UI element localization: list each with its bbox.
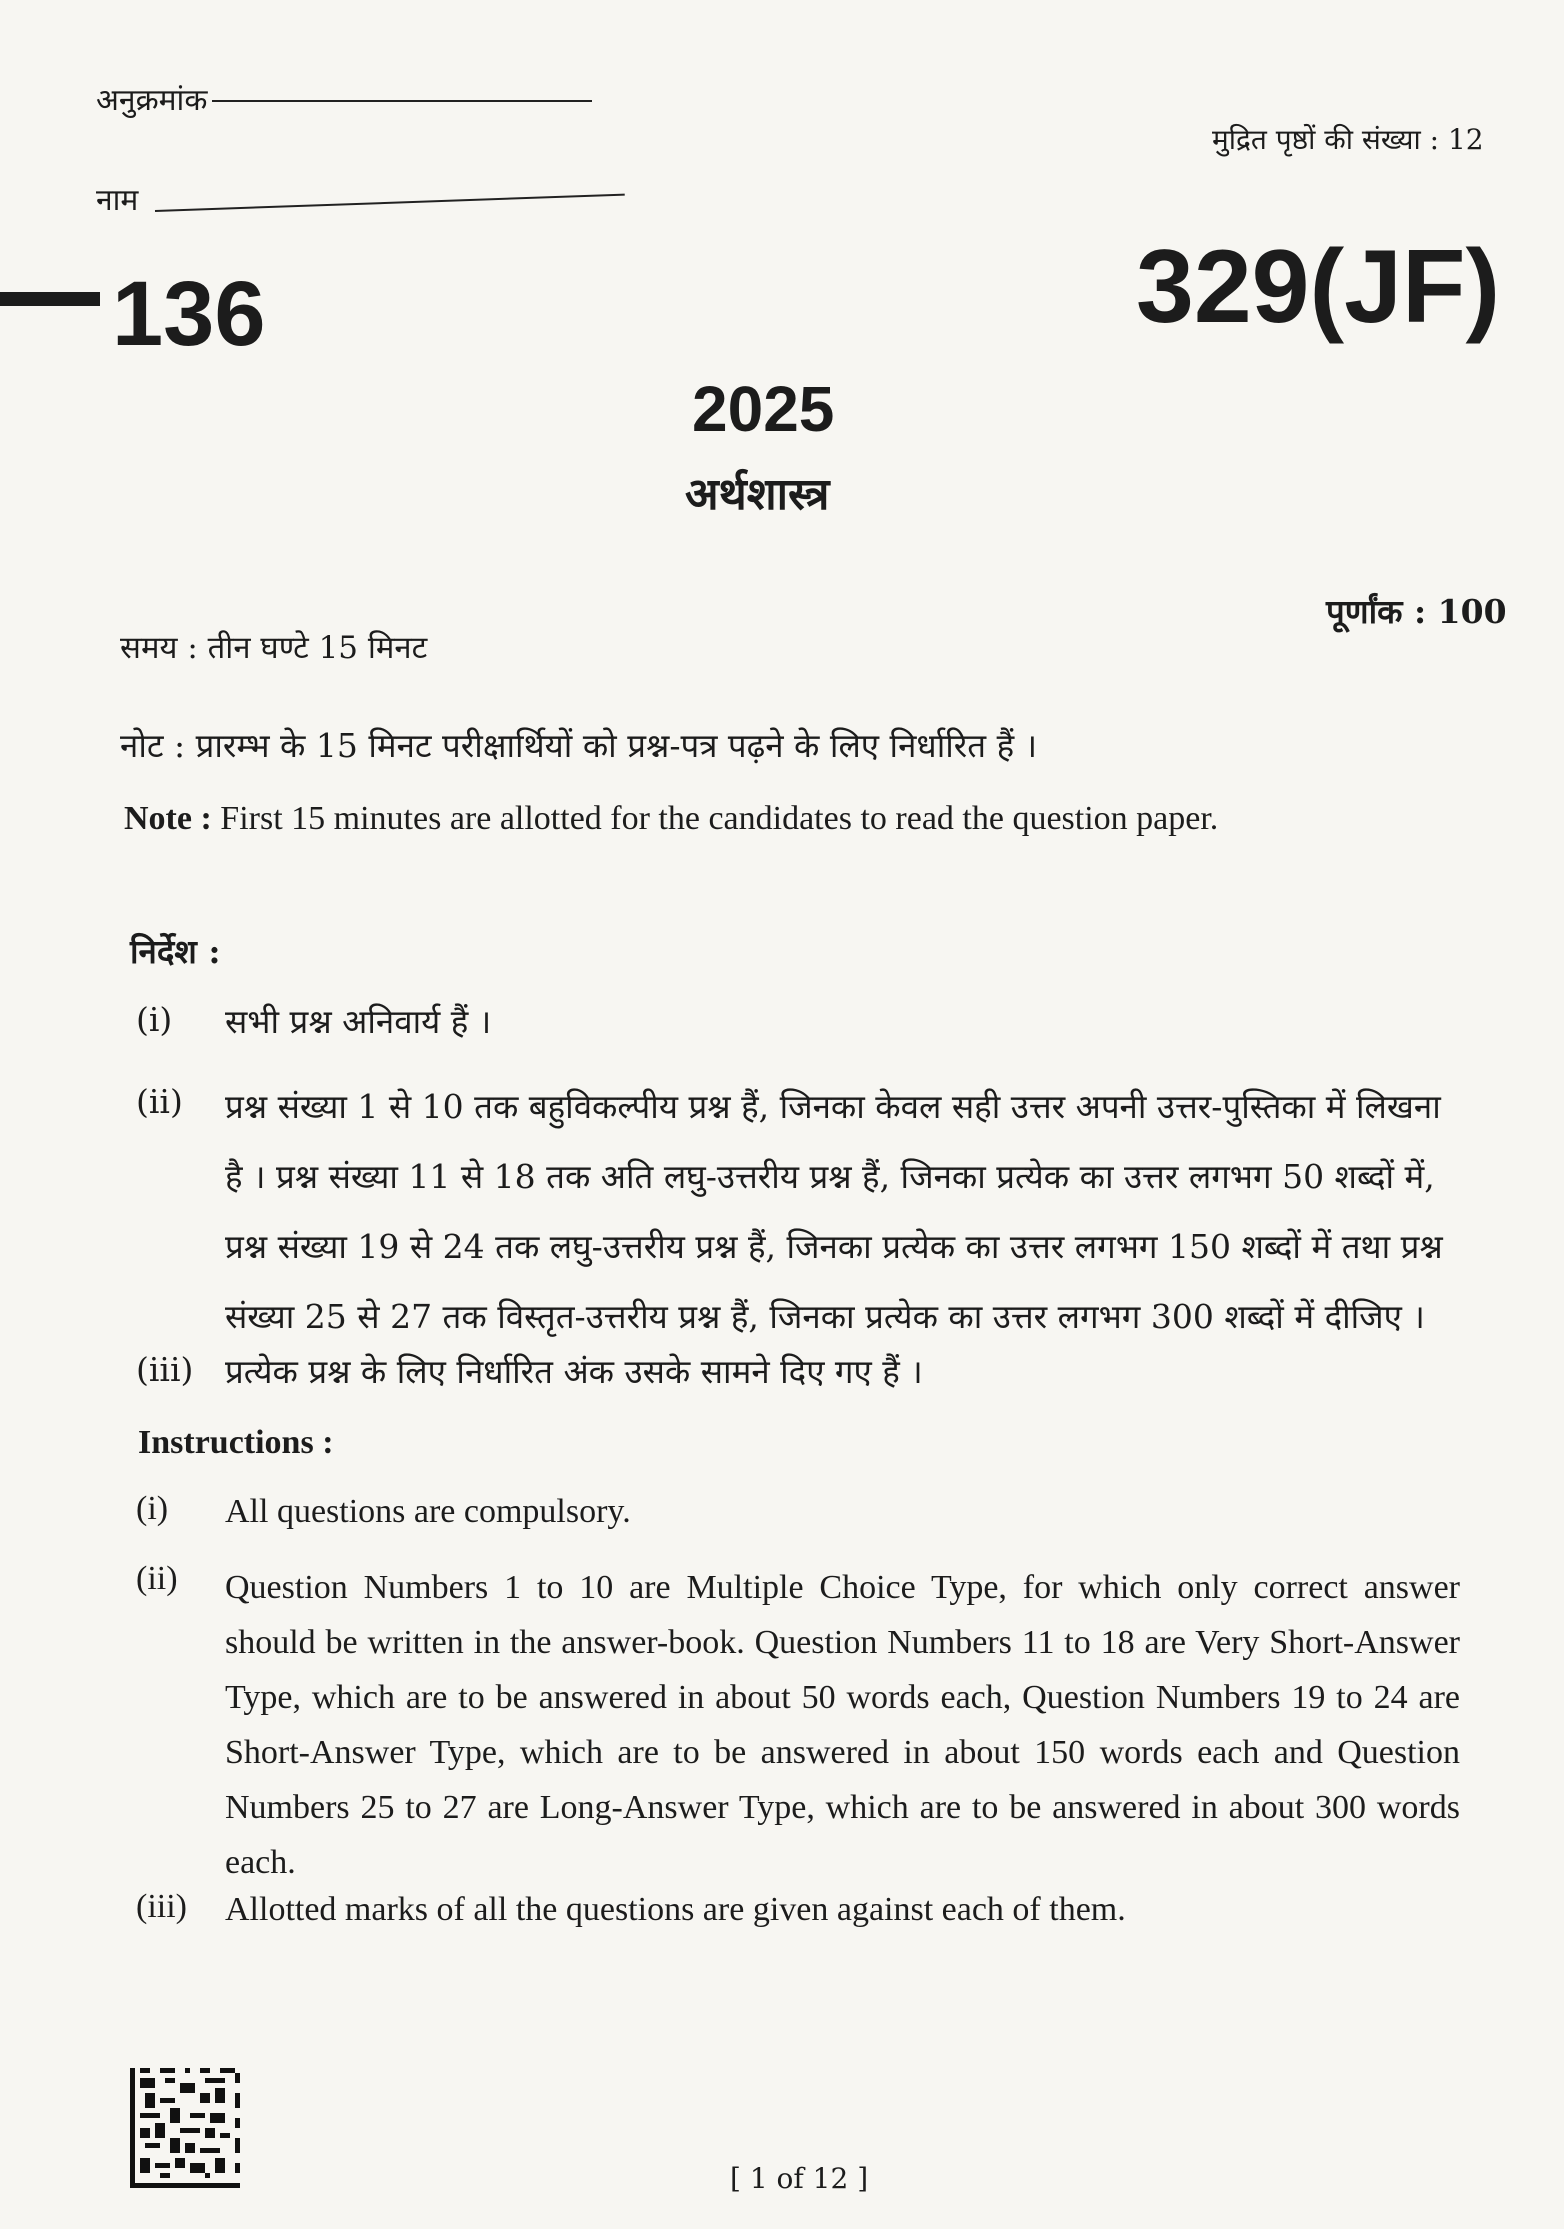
item-text: सभी प्रश्न अनिवार्य हैं । [225,1002,492,1041]
item-text: प्रश्न संख्या 1 से 10 तक बहुविकल्पीय प्रश्न हैं, जिनका केवल सही उत्तर अपनी उत्तर-पुस्तिका में लिखना है । प्रश्न संख्या 11 से 18 तक अति लघु-उत्तरीय प्रश्न हैं, जिनका प्रत्येक का उत्तर लगभग 50 शब्दों में, प्रश्न संख्या 19 से 24 तक लघु-उत्तरीय प्रश्न हैं, जिनका प्रत्येक का उत्तर लगभग 150 शब्दों में तथा प्रश्न संख्या 25 से 27 तक विस्तृत-उत्तरीय प्रश्न हैं, जिनका प्रत्येक का उत्तर लगभग 300 शब्दों में दीजिए । [225,1087,1443,1336]
paper-code: 329(JF) [1136,229,1501,345]
item-text: प्रत्येक प्रश्न के लिए निर्धारित अंक उसके सामने दिए गए हैं । [225,1352,923,1391]
margin-mark [0,292,100,306]
name-label: नाम [96,183,139,218]
item-text: Question Numbers 1 to 10 are Multiple Choice Type, for which only correct answer should be written in the answer-book. Question Numbers 11 to 18 are Very Short-Answer Type, which are to be answered in about 50 words each, Question Numbers 19 to 24 are Short-Answer Type, which are to be answered in about 150 words each and Question Numbers 25 to 27 are Long-Answer Type, which are to be answered in about 300 words each. [225,1569,1460,1881]
center-code: 136 [112,263,266,365]
qr-code-icon [130,2068,240,2188]
item-text: Allotted marks of all the questions are given against each of them. [225,1891,1126,1928]
note-english-text: First 15 minutes are allotted for the candidates to read the question paper. [211,800,1219,837]
printed-pages-count: मुद्रित पृष्ठों की संख्या : 12 [1212,123,1484,156]
note-hindi: नोट : प्रारम्भ के 15 मिनट परीक्षार्थियों को प्रश्न-पत्र पढ़ने के लिए निर्धारित हैं । [120,726,1038,765]
subject-title: अर्थशास्त्र [685,470,830,519]
item-number: (i) [136,1490,169,1527]
max-marks: पूर्णांक : 100 [1326,592,1507,631]
item-number: (i) [136,1000,173,1039]
item-number: (ii) [136,1560,178,1597]
item-number: (iii) [136,1350,194,1389]
item-text: All questions are compulsory. [225,1493,631,1530]
note-english-prefix: Note : [124,800,212,837]
page-number: [ 1 of 12 ] [730,2162,869,2195]
item-number: (ii) [136,1082,183,1121]
item-number: (iii) [136,1888,187,1925]
roll-number-line [212,100,592,102]
time-allowed: समय : तीन घण्टे 15 मिनट [120,630,428,666]
roll-number-label: अनुक्रमांक [96,83,208,118]
exam-year: 2025 [692,373,835,445]
note-english [124,800,1218,838]
name-line [155,194,625,212]
english-instructions-heading: Instructions : [138,1424,334,1461]
hindi-instructions-heading: निर्देश : [130,932,221,971]
